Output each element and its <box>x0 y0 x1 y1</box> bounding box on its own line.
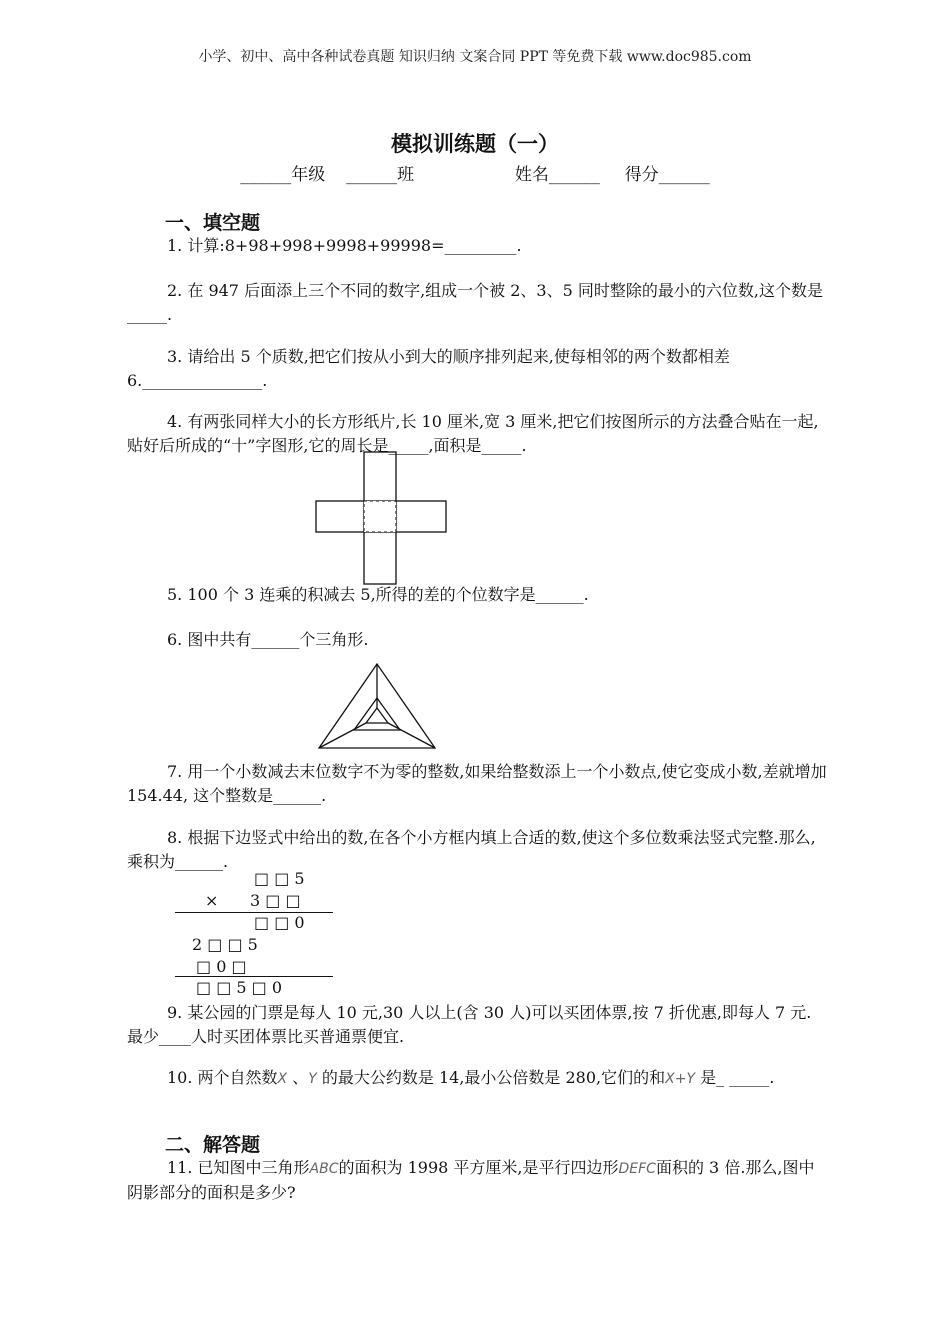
mult-row-product: □ □ 5 □ 0 <box>196 978 283 997</box>
question-6: 6. 图中共有______个三角形. <box>167 630 369 649</box>
question-9: 9. 某公园的门票是每人 10 元,30 人以上(含 30 人)可以买团体票,按 7 折优惠,即每人 7 元.最少____人时买团体票比买普通票便宜. <box>127 1003 812 1046</box>
question-1: 1. 计算:8+98+998+9998+99998=_________. <box>167 236 522 255</box>
student-info-line <box>0 160 950 185</box>
page-header: 小学、初中、高中各种试卷真题 知识归纳 文案合同 PPT 等免费下载 www.doc985.com <box>198 49 752 65</box>
question-4: 4. 有两张同样大小的长方形纸片,长 10 厘米,宽 3 厘米,把它们按图所示的方法叠合贴在一起,贴好后所成的“十”字图形,它的周长是_____,面积是_____. <box>127 412 819 455</box>
question-8: 8. 根据下边竖式中给出的数,在各个小方框内填上合适的数,使这个多位数乘法竖式完整.那么,乘积为______. <box>127 828 816 871</box>
mult-times-sign: × <box>205 891 219 910</box>
mult-row-partial-2: 2 □ □ 5 <box>192 935 258 954</box>
inner-triangle <box>366 708 388 723</box>
mult-row-multiplicand: □ □ 5 <box>254 869 305 888</box>
question-3: 3. 请给出 5 个质数,把它们按从小到大的顺序排列起来,使每相邻的两个数都相差 6._______________. <box>127 347 730 390</box>
mult-row-partial-1: □ □ 0 <box>254 913 305 932</box>
mult-row-multiplier: 3 □ □ <box>250 891 301 910</box>
triangle-figure <box>316 662 438 750</box>
mult-rule-2 <box>175 976 333 977</box>
name-field: 姓名______ <box>514 165 600 185</box>
question-7: 7. 用一个小数减去末位数字不为零的整数,如果给整数添上一个小数点,使它变成小数,差就增加 154.44, 这个整数是______. <box>127 762 827 805</box>
grade-field: ______年级 <box>240 165 326 185</box>
cross-figure <box>314 450 449 586</box>
score-field: 得分______ <box>624 165 710 185</box>
page-title: 模拟训练题（一） <box>391 131 559 156</box>
class-field: ______班 <box>346 165 415 185</box>
mult-row-partial-3: □ 0 □ <box>196 957 247 976</box>
section-fill-in: 一、填空题 <box>165 212 261 234</box>
question-2: 2. 在 947 后面添上三个不同的数字,组成一个被 2、3、5 同时整除的最小的六位数,这个数是_____. <box>127 281 823 324</box>
question-11: 11. 已知图中三角形ABC的面积为 1998 平方厘米,是平行四边形DEFC面积的 3 倍.那么,图中阴影部分的面积是多少? <box>127 1158 815 1202</box>
question-5: 5. 100 个 3 连乘的积减去 5,所得的差的个位数字是______. <box>167 585 589 604</box>
question-10: 10. 两个自然数X 、Y 的最大公约数是 14,最小公倍数是 280,它们的和X+Y 是_ _____. <box>167 1068 775 1087</box>
section-solve: 二、解答题 <box>165 1134 261 1156</box>
